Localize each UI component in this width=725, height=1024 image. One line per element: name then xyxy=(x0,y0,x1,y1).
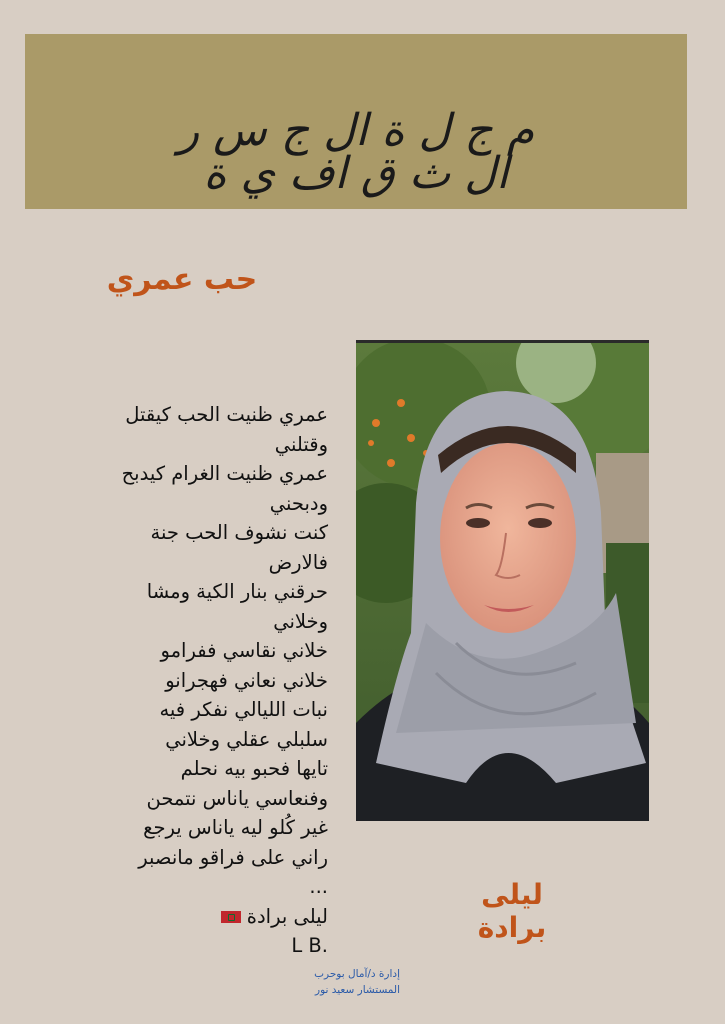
poem-line: سلبلي عقلي وخلاني xyxy=(165,727,328,751)
poem-text xyxy=(60,400,328,961)
poem-line: كنت نشوف الحب جنة xyxy=(150,521,328,544)
portrait-image xyxy=(356,343,649,821)
magazine-banner xyxy=(25,34,687,209)
poem-line: خلاني نعاني فهجرانو xyxy=(165,668,328,692)
poem-title: حب عمري xyxy=(106,262,258,297)
poem-line: غير كُلو ليه ياناس يرجع xyxy=(143,816,328,839)
author-signature: ليلى برادة xyxy=(477,878,547,944)
poem-line: تايها فحبو بيه نحلم xyxy=(180,757,328,780)
credits-line1: إدارة د/آمال بوحرب xyxy=(314,968,400,980)
poem-line: حرقني بنار الكية ومشا xyxy=(146,580,328,603)
credits-line2: المستشار سعيد نور xyxy=(315,984,400,996)
poem-line: وفنعاسي ياناس نتمحن xyxy=(146,786,328,810)
poem-line: عمري ظنيت الحب كيقتل xyxy=(125,403,328,426)
poem-line: خلاني نقاسي ففرامو xyxy=(160,639,328,662)
poem-line: ... xyxy=(309,875,328,898)
poem-line: عمري ظنيت الغرام كيدبح xyxy=(121,462,328,485)
poem-author: ليلى برادة xyxy=(246,904,328,928)
author-photo xyxy=(356,340,649,821)
poem-line: ودبحني xyxy=(269,491,328,515)
magazine-name-line1: م ج ل ة ال ج س ر xyxy=(177,105,535,156)
poem-author-line xyxy=(60,902,328,932)
poem-line: راني على فراقو مانصبر xyxy=(138,845,328,869)
poem-line: وقتلني xyxy=(274,432,328,456)
poem-line: فالارض xyxy=(268,550,328,574)
morocco-flag-icon xyxy=(221,911,241,923)
magazine-name-line2: ال ث ق اف ي ة xyxy=(203,148,509,199)
poem-line: نبات الليالي نفكر فيه xyxy=(159,698,328,721)
credits xyxy=(270,966,400,998)
poem-line: وخلاني xyxy=(273,609,328,633)
poem-initials: .L B xyxy=(291,934,328,957)
